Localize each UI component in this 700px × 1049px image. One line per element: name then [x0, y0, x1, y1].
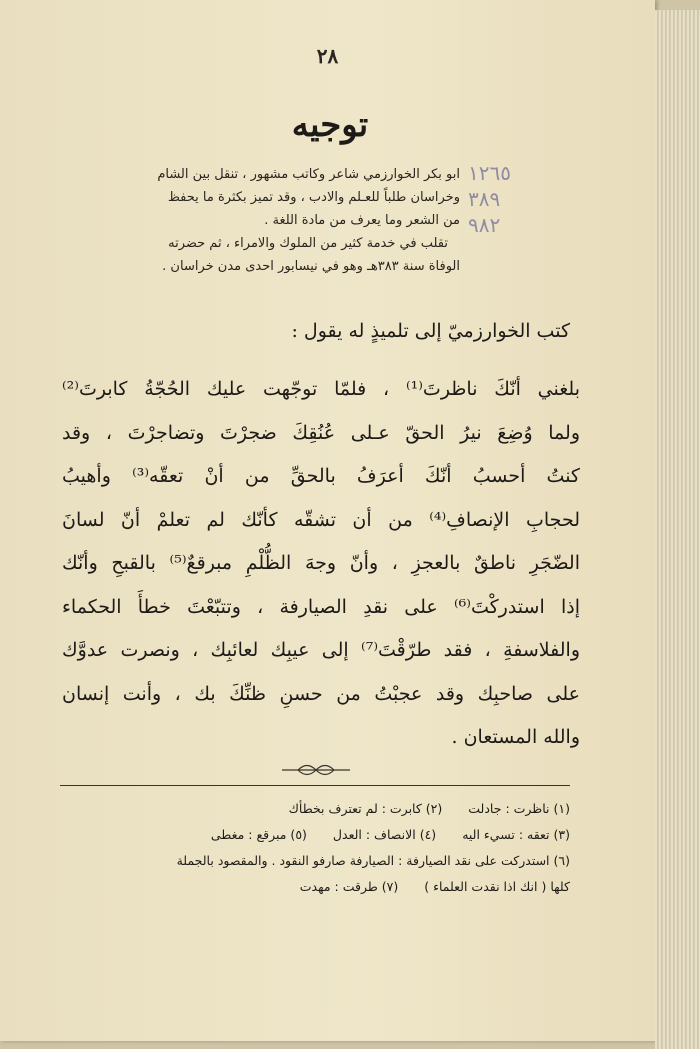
page-title: توجيه [291, 105, 369, 145]
ornament-divider [280, 763, 352, 777]
handwritten-note: ١٢٦٥ [468, 161, 511, 185]
bio-line: الوفاة سنة ٣٨٣هـ وهو في نيسابور احدى مدن خراسان . [162, 259, 460, 274]
footnote: (٦) استدركت على نقد الصيارفة : الصيارفة صارفو النقود . والمقصود بالجملة [176, 853, 570, 868]
footnote: كلها ( انك اذا نقدت العلماء ) [424, 879, 570, 894]
page-number: ٢٨ [316, 44, 339, 68]
bio-line: وخراسان طلباً للعـلم والادب ، وقد تميز بكثرة ما يحفظ [167, 190, 460, 205]
body-line: بلغني أنّكَ ناظرتَ⁽¹⁾ ، فلمّا توجّهت عليك الحُجّةُ كابرتَ⁽²⁾ [62, 378, 580, 400]
footnote: (٣) تعقه : تسيء اليه [462, 827, 570, 842]
body-line: والله المستعان . [451, 726, 580, 748]
letter-body [62, 368, 580, 760]
bio-line: ابو بكر الخوارزمي شاعر وكاتب مشهور ، تنقل بين الشام [157, 167, 460, 182]
body-line: على صاحبِك وقد عجبْتُ من حسنِ ظنِّكَ بك ، وأنت إنسان [62, 682, 580, 705]
footnote-rule [60, 785, 570, 786]
page-edges [655, 10, 700, 1049]
footnote-line [50, 874, 570, 900]
footnote: (٤) الانصاف : العدل [332, 827, 437, 842]
footnote-line [50, 848, 570, 874]
footnote: (٧) طرقت : مهدت [299, 879, 399, 894]
body-line: لحجابِ الإنصافِ⁽⁴⁾ من أن تشقّه كأنّك لم تعلمْ أنّ لسانَ [62, 508, 580, 531]
footnotes [50, 796, 570, 900]
handwritten-note: ٣٨٩ [468, 187, 501, 211]
letter-intro: كتب الخوارزميّ إلى تلميذٍ له يقول : [291, 320, 570, 342]
handwritten-marks [468, 160, 511, 238]
footnote: (٥) مبرقع : مغطى [210, 827, 307, 842]
author-bio [105, 163, 460, 278]
handwritten-note: ٩٨٢ [468, 213, 501, 237]
body-line: إذا استدركْتَ⁽⁶⁾ على نقدِ الصيارفة ، وتتبّعْتَ خطأَ الحكماء [62, 595, 580, 618]
footnote: (٢) كابرت : لم تعترف بخطأك [288, 801, 443, 816]
body-line: والفلاسفةِ ، فقد طرّقْتَ⁽⁷⁾ إلى عيبِك لعائبِك ، ونصرت عدوَّك [62, 639, 580, 661]
bio-line: من الشعر وما يعرف من مادة اللغة . [264, 213, 460, 228]
body-line: الضّجَرِ ناطقٌ بالعجزِ ، وأنّ وجهَ الظُّلْمِ مبرقعٌ⁽⁵⁾ بالقبحِ وأنّك [62, 552, 580, 574]
body-line: كنتُ أحسبُ أنّكَ أعرَفُ بالحقِّ من أنْ تعقّه⁽³⁾ وأهيبُ [62, 465, 580, 487]
footnote-line [50, 796, 570, 822]
body-line: ولما وُضِعَ نيرُ الحقّ عـلى عُنُقِكَ ضجرْتَ وتضاجرْتَ ، وقد [62, 421, 580, 444]
footnote-line [50, 822, 570, 848]
footnote: (١) ناظرت : جادلت [468, 801, 570, 816]
bio-line: تقلب في خدمة كثير من الملوك والامراء ، ثم حضرته [168, 236, 448, 251]
